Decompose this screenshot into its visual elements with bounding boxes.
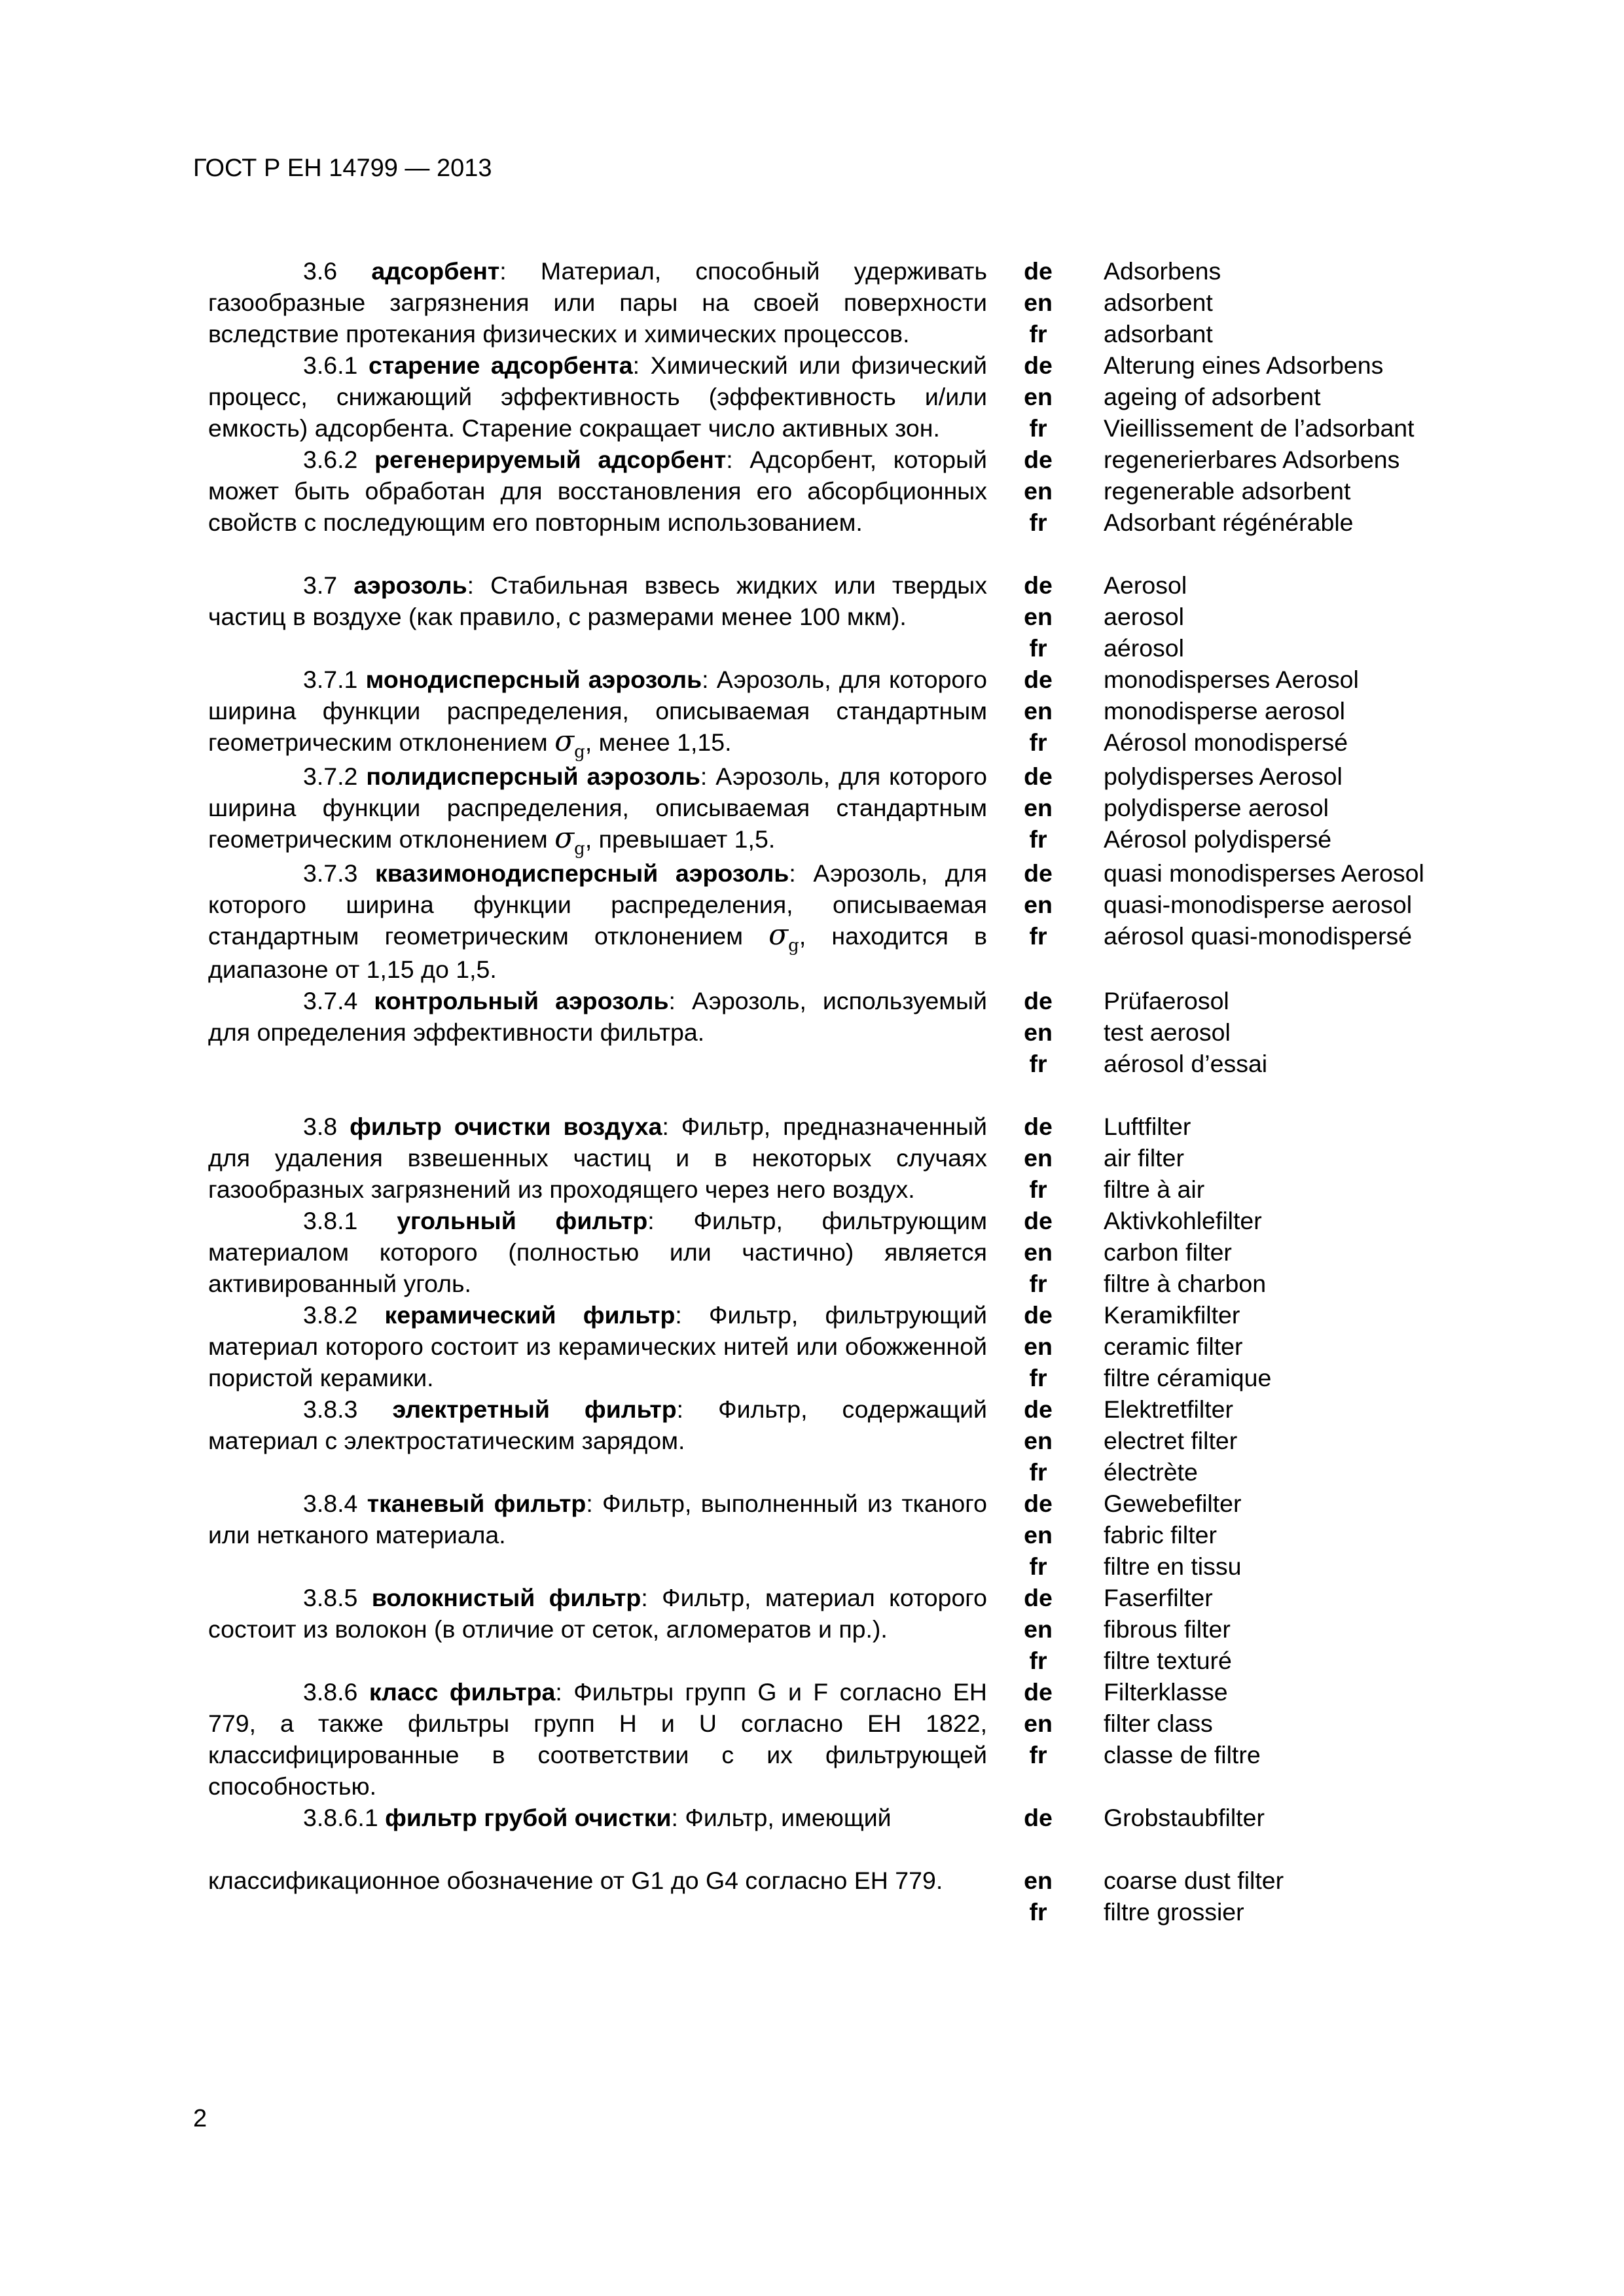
term-entry-3-7-1 (208, 664, 1485, 761)
term-name: волокнистый фильтр (371, 1584, 641, 1612)
definition-text: 3.7 аэрозоль: Стабильная взвесь жидких или твердых частиц в воздухе (как правило, с размерами менее 100 мкм). (208, 571, 987, 630)
terms-list (208, 255, 1485, 1928)
translations: Prüfaerosol test aerosol aérosol d’essai (1104, 987, 1268, 1078)
translations: monodisperses Aerosol monodisperse aerosol Aérosol monodispersé (1104, 666, 1359, 756)
term-entry-3-7 (208, 569, 1485, 664)
definition-text: 3.8.2 керамический фильтр: Фильтр, фильтрующий материал которого состоит из керамических нитей или обожженной пористой керамики. (208, 1301, 987, 1392)
definition-text: 3.8.6.1 фильтр грубой очистки: Фильтр, имеющий (303, 1804, 892, 1832)
term-entry-3-8 (208, 1111, 1485, 1205)
translations: Adsorbens adsorbent adsorbant (1104, 257, 1221, 348)
sigma-g-symbol: $\sigma_g$ (554, 725, 585, 762)
term-entry-3-7-2 (208, 761, 1485, 857)
definition-text: 3.8.1 угольный фильтр: Фильтр, фильтрующим материалом которого (полностью или частично) является активированный уголь. (208, 1207, 987, 1298)
language-codes: de en fr (1024, 859, 1053, 950)
page-header: ГОСТ Р ЕН 14799 — 2013 (193, 154, 492, 182)
term-entry-3-8-6-1 (208, 1802, 1485, 1928)
translations: Filterklasse filter class classe de filtre (1104, 1678, 1261, 1769)
language-codes: de en fr (1024, 1301, 1053, 1392)
translations: Keramikfilter ceramic filter filtre céramique (1104, 1301, 1272, 1392)
language-codes: de en fr (1024, 1113, 1053, 1204)
language-codes: de en fr (1024, 1395, 1053, 1486)
term-name: фильтр грубой очистки (385, 1804, 672, 1832)
term-name: регенерируемый адсорбент (374, 446, 727, 473)
term-name: угольный фильтр (397, 1207, 648, 1235)
sigma-g-symbol: $\sigma_g$ (768, 918, 799, 956)
language-codes: de en fr (1024, 1678, 1053, 1769)
translations: quasi monodisperses Aerosol quasi-monodisperse aerosol aérosol quasi-monodispersé (1104, 859, 1424, 950)
term-entry-3-7-3 (208, 857, 1485, 986)
page-number: 2 (193, 2105, 208, 2132)
language-codes: de en fr (1024, 1490, 1053, 1581)
language-codes: de en fr (1024, 257, 1053, 348)
definition-text: 3.6 адсорбент: Материал, способный удерживать газообразные загрязнения или пары на своей поверхности вследствие протекания физических и химических процессов. (208, 257, 987, 348)
term-name: старение адсорбента (368, 351, 633, 379)
definition-text: 3.7.1 монодисперсный аэрозоль: Аэрозоль, для которого ширина функции распределения, описываемая стандартным геометрическим отклонением $\sigma_g$, менее 1,15. (208, 666, 987, 762)
translations: polydisperses Aerosol polydisperse aerosol Aérosol polydispersé (1104, 762, 1343, 853)
definition-text: 3.7.2 полидисперсный аэрозоль: Аэрозоль, для которого ширина функции распределения, описываемая стандартным геометрическим отклонением $\sigma_g$, превышает 1,5. (208, 762, 987, 859)
translations: Faserfilter fibrous filter filtre texturé (1104, 1584, 1232, 1675)
language-codes: de en fr (1024, 351, 1053, 442)
term-entry-3-6 (208, 255, 1485, 350)
term-entry-3-8-3 (208, 1393, 1485, 1488)
definition-text: 3.7.4 контрольный аэрозоль: Аэрозоль, используемый для определения эффективности фильтра. (208, 987, 987, 1047)
language-codes: de en fr (1024, 446, 1053, 536)
translations: Aerosol aerosol aérosol (1104, 571, 1187, 662)
language-codes: de en fr (1024, 666, 1053, 756)
translations: regenerierbares Adsorbens regenerable adsorbent Adsorbant régénérable (1104, 446, 1400, 536)
term-entry-3-8-5 (208, 1582, 1485, 1676)
term-entry-3-8-6 (208, 1676, 1485, 1802)
term-entry-3-6-2 (208, 444, 1485, 538)
sigma-g-symbol: $\sigma_g$ (554, 821, 585, 859)
language-codes: de en fr (1024, 762, 1053, 853)
term-name: электретный фильтр (392, 1395, 677, 1424)
definition-text: 3.6.2 регенерируемый адсорбент: Адсорбент, который может быть обработан для восстановления его абсорбционных свойств с последующим его повторным использованием. (208, 446, 987, 536)
term-name: квазимонодисперсный аэрозоль (375, 859, 789, 887)
term-name: монодисперсный аэрозоль (365, 666, 702, 693)
term-entry-3-6-1 (208, 350, 1485, 444)
translations: Luftfilter air filter filtre à air (1104, 1113, 1205, 1204)
definition-continuation: классификационное обозначение от G1 до G4 согласно ЕН 779. (208, 1867, 943, 1895)
language-codes: de en fr (1024, 1804, 1053, 1926)
term-name: тканевый фильтр (367, 1490, 586, 1518)
definition-text: 3.8 фильтр очистки воздуха: Фильтр, предназначенный для удаления взвешенных частиц и в некоторых случаях газообразных загрязнений из проходящего через него воздух. (208, 1113, 987, 1204)
language-codes: de en fr (1024, 1584, 1053, 1675)
definition-text: 3.6.1 старение адсорбента: Химический или физический процесс, снижающий эффективность (эффективность и/или емкость) адсорбента. Старение сокращает число активных зон. (208, 351, 988, 442)
translations: Gewebefilter fabric filter filtre en tissu (1104, 1490, 1242, 1581)
translations: Alterung eines Adsorbens ageing of adsorbent Vieillissement de l’adsorbant (1104, 351, 1415, 442)
translations: Grobstaubfilter coarse dust filter filtre grossier (1104, 1804, 1284, 1926)
translations: Elektretfilter electret filter électrète (1104, 1395, 1238, 1486)
term-entry-3-8-2 (208, 1299, 1485, 1393)
definition-text: 3.8.4 тканевый фильтр: Фильтр, выполненный из тканого или нетканого материала. (208, 1490, 987, 1549)
term-entry-3-8-1 (208, 1205, 1485, 1299)
term-entry-3-8-4 (208, 1488, 1485, 1582)
translations: Aktivkohlefilter carbon filter filtre à charbon (1104, 1207, 1267, 1298)
term-name: адсорбент (371, 257, 500, 285)
definition-text: 3.8.5 волокнистый фильтр: Фильтр, материал которого состоит из волокон (в отличие от сеток, агломератов и пр.). (208, 1584, 988, 1643)
definition-text: 3.8.6 класс фильтра: Фильтры групп G и F согласно ЕН 779, а также фильтры групп Н и U согласно ЕН 1822, классифицированные в соответствии с их фильтрующей способностью. (208, 1678, 988, 1801)
definition-text: 3.7.3 квазимонодисперсный аэрозоль: Аэрозоль, для которого ширина функции распределения, описываемая стандартным геометрическим отклонением $\sigma_g$, находится в диапазоне от 1,15 до 1,5. (208, 859, 987, 984)
term-entry-3-7-4 (208, 985, 1485, 1079)
term-name: керамический фильтр (384, 1301, 676, 1329)
language-codes: de en fr (1024, 987, 1053, 1078)
definition-text: 3.8.3 электретный фильтр: Фильтр, содержащий материал с электростатическим зарядом. (208, 1395, 987, 1455)
term-name: фильтр очистки воздуха (350, 1113, 662, 1141)
term-name: контрольный аэрозоль (374, 987, 669, 1015)
term-name: полидисперсный аэрозоль (366, 762, 700, 790)
language-codes: de en fr (1024, 1207, 1053, 1298)
term-name: класс фильтра (369, 1678, 556, 1706)
language-codes: de en fr (1024, 571, 1053, 662)
term-name: аэрозоль (353, 571, 467, 599)
